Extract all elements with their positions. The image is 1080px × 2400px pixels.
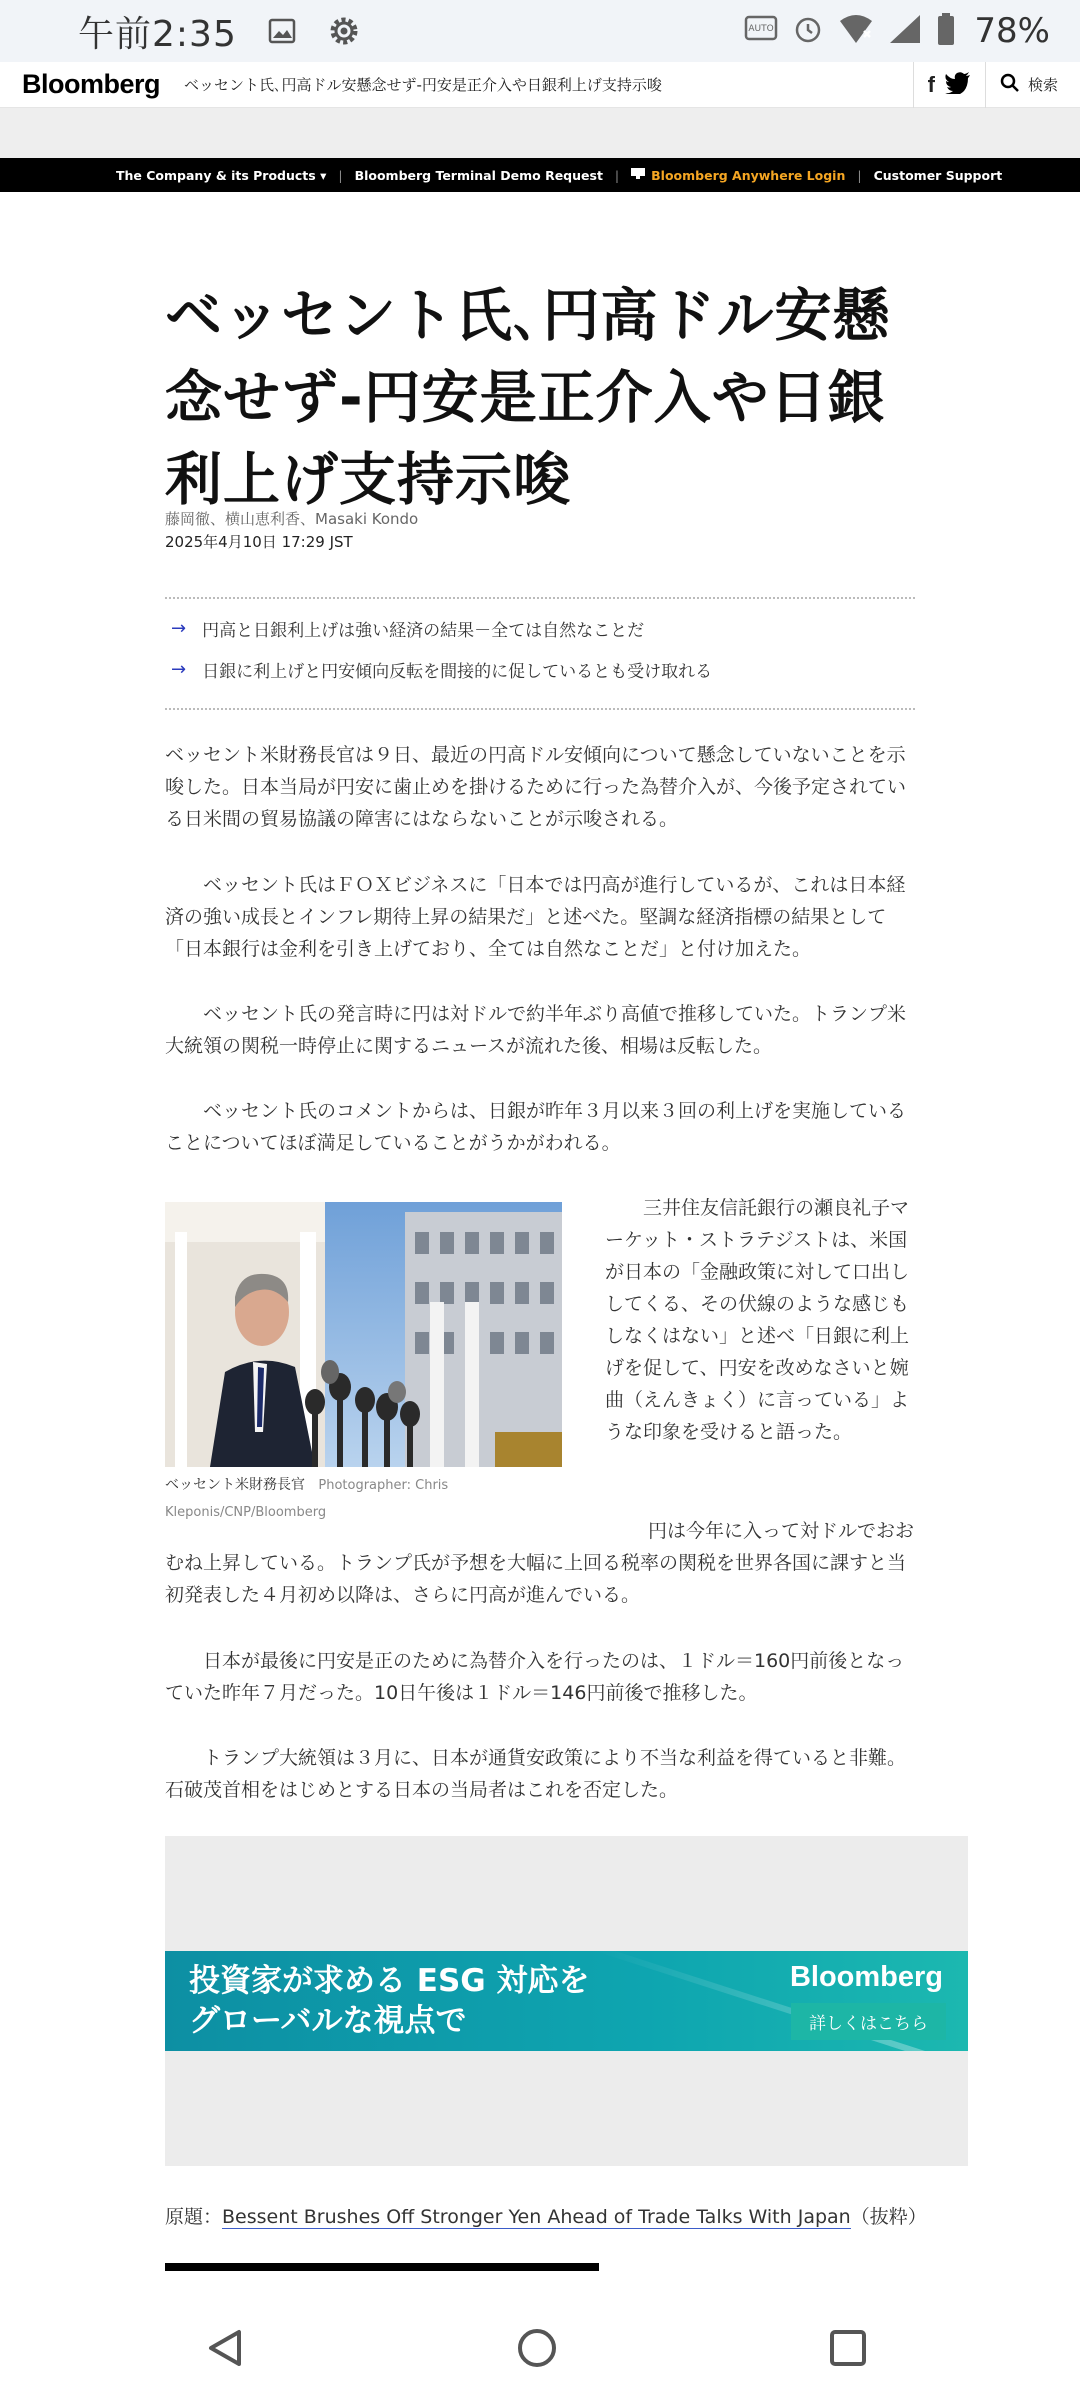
article-authors[interactable]: 藤岡徹、横山恵利香、Masaki Kondo <box>165 510 419 528</box>
ad-banner[interactable] <box>165 1951 968 2051</box>
search-icon[interactable] <box>1000 73 1020 97</box>
nav-anywhere-login[interactable]: Bloomberg Anywhere Login <box>651 167 846 183</box>
key-points <box>165 597 915 710</box>
battery-icon <box>936 12 956 50</box>
ad-learn-more-button[interactable]: 詳しくはこちら <box>791 2003 946 2040</box>
bloomberg-logo[interactable]: Bloomberg <box>22 69 161 99</box>
arrow-right-icon: → <box>171 618 187 639</box>
key-point-item <box>165 657 915 682</box>
article-paragraph: ベッセント氏はＦＯＸビジネスに「日本では円高が進行しているが、これは日本経済の強い成長とインフレ期待上昇の結果だ」と述べた。堅調な経済指標の結果として「日本銀行は金利を引き上げており、全ては自然なことだ」と付け加えた。 <box>165 874 906 960</box>
twitter-icon[interactable] <box>945 72 971 98</box>
article-paragraph: 日本が最後に円安是正のために為替介入を行ったのは、１ドル＝160円前後となっていた昨年７月だった。10日午後は１ドル＝146円前後で推移した。 <box>165 1650 905 1704</box>
original-title-link[interactable]: Bessent Brushes Off Stronger Yen Ahead of Trade Talks With Japan <box>222 2206 851 2228</box>
svg-text:AUTO: AUTO <box>748 24 775 34</box>
article-photo[interactable] <box>165 1202 562 1467</box>
photo-credit: Photographer: Chris Kleponis/CNP/Bloomberg <box>165 1478 449 1520</box>
back-icon[interactable] <box>185 2308 265 2388</box>
recents-icon[interactable] <box>808 2308 888 2388</box>
signal-icon <box>888 13 922 49</box>
key-point-text: 円高と日銀利上げは強い経済の結果－全ては自然なことだ <box>202 621 645 641</box>
article-date: 2025年4月10日 17:29 JST <box>165 533 353 551</box>
nav-customer-support[interactable]: Customer Support <box>873 167 1003 183</box>
key-point-item <box>165 616 915 641</box>
settings-icon <box>327 14 361 48</box>
alarm-icon <box>792 13 824 49</box>
article-paragraph: トランプ大統領は３月に、日本が通貨安政策により不当な利益を得ていると非難。石破茂首相をはじめとする日本の当局者はこれを否定した。 <box>165 1747 907 1801</box>
facebook-icon[interactable]: f <box>927 71 935 97</box>
read-progress-bar <box>165 2263 599 2271</box>
site-header <box>0 62 1080 108</box>
nav-company-products[interactable]: The Company & its Products ▾ <box>116 167 327 183</box>
wifi-icon <box>838 13 874 49</box>
status-time: 午前2:35 <box>78 13 237 55</box>
article-paragraph: ベッセント氏の発言時に円は対ドルで約半年ぶり高値で推移していた。トランプ米大統領の関税一時停止に関するニュースが流れた後、相場は反転した。 <box>165 1003 907 1057</box>
article-paragraph: 三井住友信託銀行の瀬良礼子マーケット・ストラテジストは、米国が日本の「金融政策に対して口出ししてくる、その伏線のような感じもしなくはない」と述べ「日銀に利上げを促して、円安を改めなさいと婉曲（えんきょく）に言っている」ような印象を受けると語った。 <box>605 1197 910 1443</box>
system-nav-bar <box>0 2290 1080 2400</box>
ad-placeholder-band <box>0 108 1080 158</box>
auto-hd-icon <box>744 14 778 48</box>
battery-percentage: 78% <box>974 11 1050 51</box>
status-bar <box>0 0 1080 62</box>
arrow-right-icon: → <box>171 659 187 680</box>
divider <box>913 62 914 108</box>
search-label[interactable]: 検索 <box>1027 76 1058 94</box>
terminal-icon <box>631 168 645 183</box>
corporate-nav: The Company & its Products ▾ | Bloomberg Terminal Demo Request | Bloomberg Anywhere Login | Customer Support <box>0 158 1080 192</box>
original-title: 原題：Bessent Brushes Off Stronger Yen Ahead of Trade Talks With Japan（抜粋） <box>165 2206 927 2228</box>
article-headline: ベッセント氏､円高ドル安懸念せず-円安是正介入や日銀利上げ支持示唆 <box>165 283 891 513</box>
ad-headline: 投資家が求める ESG 対応を グローバルな視点で <box>189 1963 590 2039</box>
photo-caption-text: ベッセント米財務長官 <box>165 1477 305 1493</box>
header-article-title: ベッセント氏､円高ドル安懸念せず-円安是正介入や日銀利上げ支持示唆 <box>184 76 662 94</box>
key-point-text: 日銀に利上げと円安傾向反転を間接的に促しているとも受け取れる <box>202 662 713 682</box>
image-icon <box>267 16 297 46</box>
article-paragraph: ベッセント米財務長官は９日、最近の円高ドル安傾向について懸念していないことを示唆した。日本当局が円安に歯止めを掛けるために行った為替介入が、今後予定されている日米間の貿易協議の障害にはならないことが示唆される。 <box>165 744 907 830</box>
divider <box>985 62 986 108</box>
article-paragraph: 円は今年に入って対ドルでおおむね上昇している。トランプ氏が予想を大幅に上回る税率の関税を世界各国に課すと当初発表した４月初め以降は、さらに円高が進んでいる。 <box>165 1520 915 1606</box>
ad-bloomberg-logo: Bloomberg <box>789 1961 943 1993</box>
home-icon[interactable] <box>497 2308 577 2388</box>
article-paragraph: ベッセント氏のコメントからは、日銀が昨年３月以来３回の利上げを実施していることについてほぼ満足していることがうかがわれる。 <box>165 1100 907 1154</box>
nav-terminal-demo[interactable]: Bloomberg Terminal Demo Request <box>354 167 603 183</box>
